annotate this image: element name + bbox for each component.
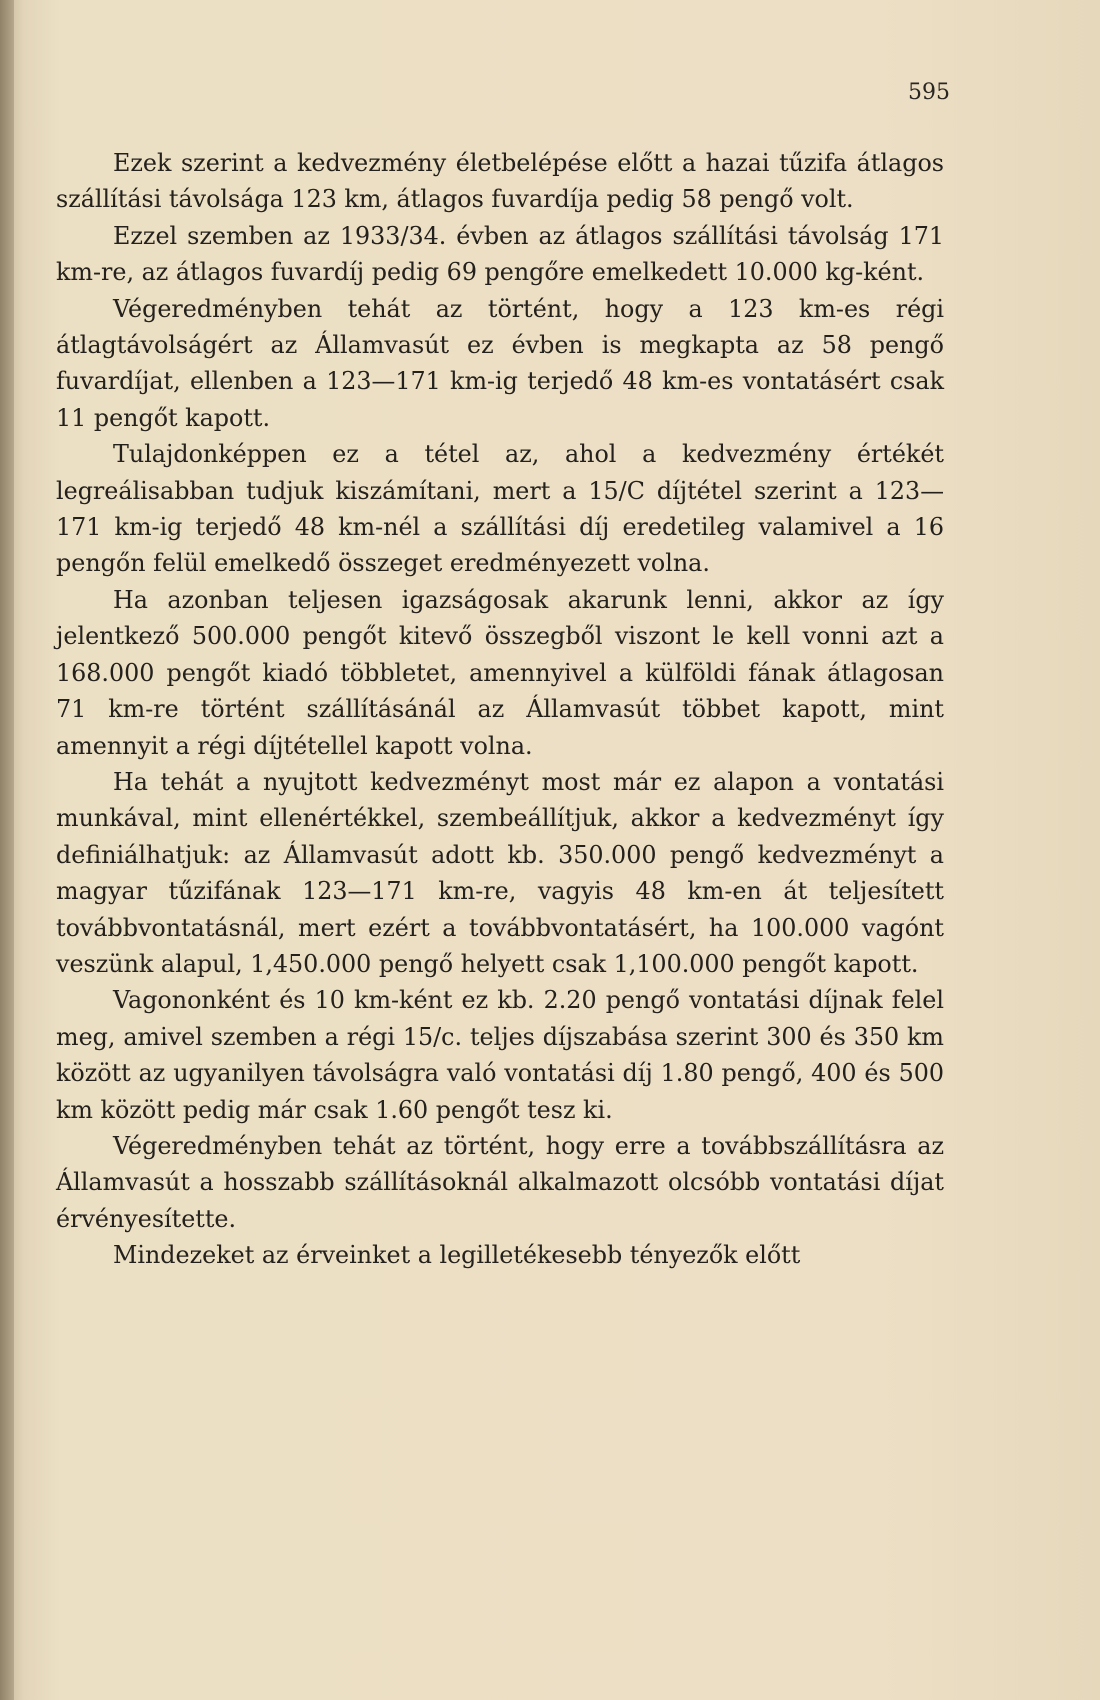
book-spine-shadow — [0, 0, 14, 1700]
page-number: 595 — [908, 80, 950, 105]
paragraph: Végeredményben tehát az történt, hogy erre a továbbszállításra az Államvasút a hosszabb szállításoknál alkalmazott olcsóbb vontatási díjat érvényesítette. — [56, 1131, 944, 1233]
paragraph: Mindezeket az érveinket a legilletékesebb tényezők előtt — [113, 1241, 801, 1270]
paragraph: Ezek szerint a kedvezmény életbelépése előtt a hazai tűzifa átlagos szállítási távolsága 123 km, átlagos fuvardíja pedig 58 pengő volt. — [56, 149, 944, 214]
paragraph: Ezzel szemben az 1933/34. évben az átlagos szállítási távolság 171 km-re, az átlagos fuvardíj pedig 69 pengőre emelkedett 10.000 kg-ként. — [56, 221, 944, 287]
paragraph: Ha tehát a nyujtott kedvezményt most már ez alapon a vontatási munkával, mint ellenértékkel, szembeállítjuk, akkor a kedvezményt így definiálhatjuk: az Államvasút adott kb. 350.000 pengő kedvezményt a magyar tűzifának 123—171 km-re, vagyis 48 km-en át teljesített továbbvontatásnál, mert ezért a továbbvontatásért, ha 100.000 vagónt veszünk alapul, 1,450.000 pengő helyett csak 1,100.000 pengőt kapott. — [56, 767, 944, 978]
paragraph: Ha azonban teljesen igazságosak akarunk lenni, akkor az így jelentkező 500.000 pengőt kitevő összegből viszont le kell vonni azt a 168.000 pengőt kiadó többletet, amennyivel a külföldi fának átlagosan 71 km-re történt szállításánál az Államvasút többet kapott, mint amennyit a régi díjtétellel kapott volna. — [56, 585, 944, 760]
paragraph: Végeredményben tehát az történt, hogy a 123 km-es régi átlagtávolságért az Államvasút ez évben is megkapta az 58 pengő fuvardíjat, ellenben a 123—171 km-ig terjedő 48 km-es vontatásért csak 11 pengőt kapott. — [56, 294, 944, 432]
paragraph: Vagononként és 10 km-ként ez kb. 2.20 pengő vontatási díjnak felel meg, amivel szemben a régi 15/c. teljes díjszabása szerint 300 és 350 km között az ugyanilyen távolságra való vontatási díj 1.80 pengő, 400 és 500 km között pedig már csak 1.60 pengőt tesz ki. — [56, 986, 944, 1124]
paragraph: Tulajdonképpen ez a tétel az, ahol a kedvezmény értékét legreálisabban tudjuk kiszámítani, mert a 15/C díjtétel szerint a 123—171 km-ig terjedő 48 km-nél a szállítási díj eredetileg valamivel a 16 pengőn felül emelkedő összeget eredményezett volna. — [56, 440, 944, 578]
body-text — [56, 145, 944, 1274]
